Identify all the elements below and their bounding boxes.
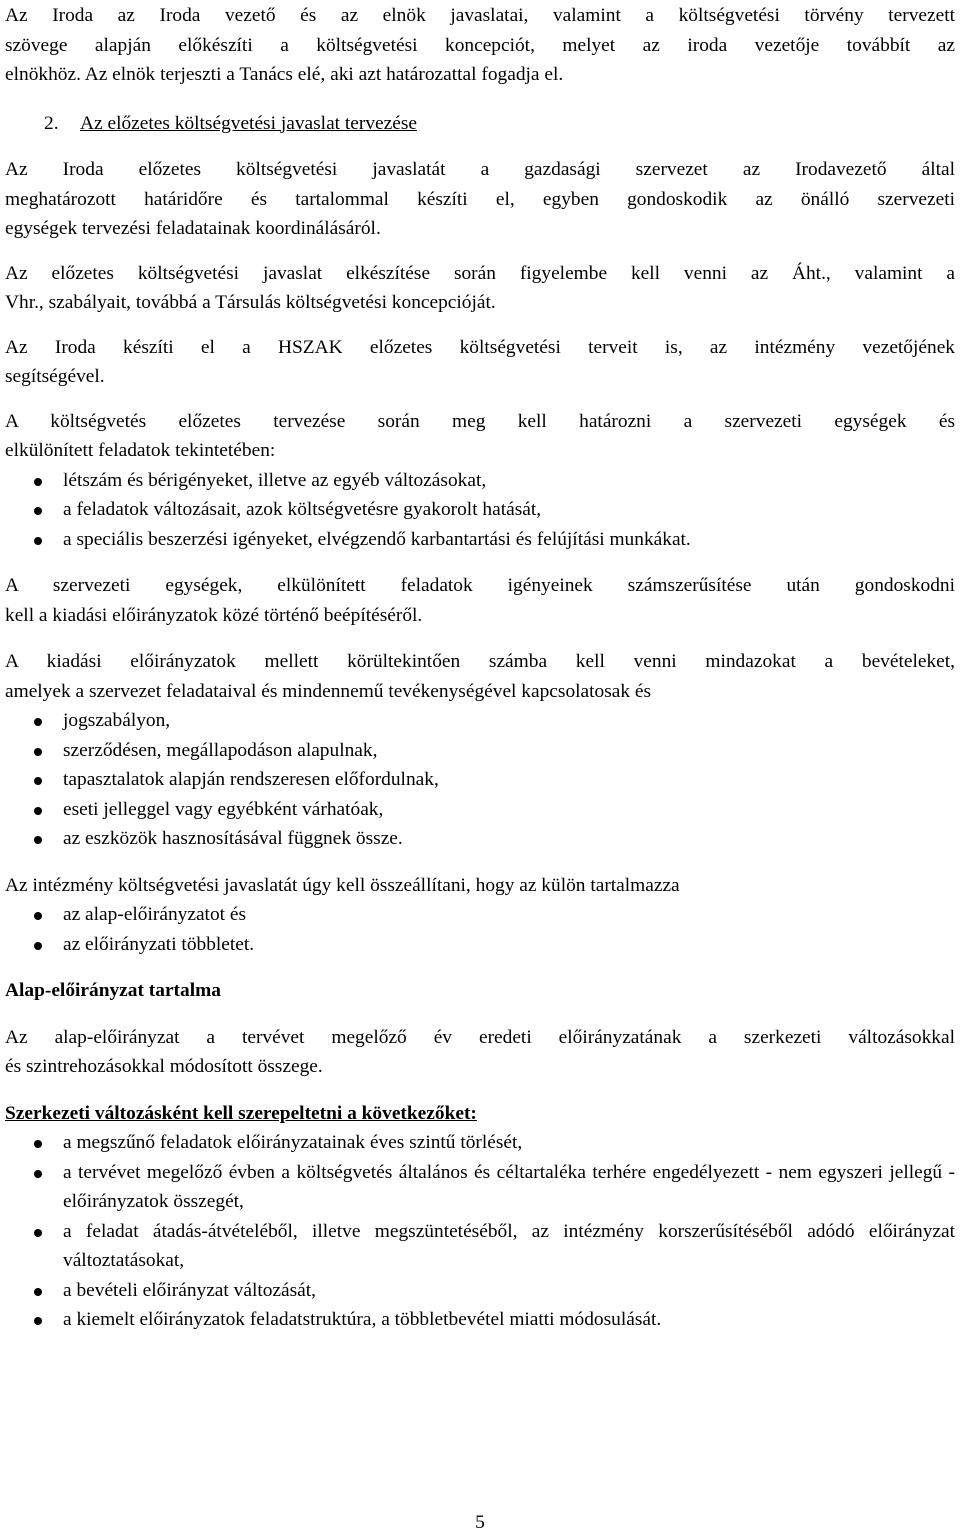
bullet-icon — [34, 1170, 42, 1178]
bullet-list — [5, 466, 955, 555]
text-line: Vhr., szabályait, továbbá a Társulás költségvetési koncepcióját. — [5, 292, 496, 313]
text-line: Az Iroda készíti el a HSZAK előzetes költségvetési terveit is, az intézmény vezetőjének — [5, 336, 955, 358]
bullet-icon — [34, 1140, 42, 1148]
text-line: segítségével. — [5, 366, 105, 387]
paragraph — [5, 1023, 955, 1082]
text-line: kell a kiadási előirányzatok közé történő beépítéséről. — [5, 604, 423, 626]
text-line: egységek tervezési feladatainak koordinálásáról. — [5, 218, 381, 239]
text-line: A kiadási előirányzatok mellett körültekintően számba kell venni mindazokat a bevételeket, — [5, 651, 955, 672]
text-line: A szervezeti egységek, elkülönített feladatok igényeinek számszerűsítése után gondoskodni — [5, 575, 955, 596]
bullet-icon — [34, 718, 42, 726]
bullet-icon — [34, 1317, 42, 1325]
bullet-icon — [34, 1229, 42, 1237]
text-line: Az előzetes költségvetési javaslat elkészítése során figyelembe kell venni az Áht., valamint a — [5, 262, 955, 284]
text-line: Az Iroda az Iroda vezető és az elnök javaslatai, valamint a költségvetési törvény tervezett — [5, 5, 955, 26]
paragraph — [5, 571, 955, 630]
paragraph — [5, 333, 955, 392]
text-line: szövege alapján előkészíti a költségvetési koncepciót, melyet az iroda vezetője továbbít az — [5, 34, 955, 56]
text-line: és szintrehozásokkal módosított összege. — [5, 1056, 323, 1077]
section-number: 2. — [44, 112, 59, 134]
bullet-list — [5, 1128, 955, 1335]
text-line: elnökhöz. Az elnök terjeszti a Tanács elé, aki azt határozattal fogadja el. — [5, 64, 564, 85]
page-number: 5 — [475, 1512, 485, 1533]
bullet-icon — [34, 537, 42, 545]
list-item: szerződésen, megállapodáson alapulnak, — [5, 736, 955, 766]
list-item: létszám és bérigényeket, illetve az egyéb változásokat, — [5, 466, 955, 496]
list-item: az előirányzati többletet. — [5, 930, 955, 960]
text-line: Az alap-előirányzat a tervévet megelőző év eredeti előirányzatának a szerkezeti változásokkal — [5, 1026, 955, 1048]
document-page — [5, 0, 955, 1335]
bullet-icon — [34, 942, 42, 950]
bullet-icon — [34, 478, 42, 486]
paragraph — [5, 259, 955, 318]
text-line: Az intézmény költségvetési javaslatát úgy kell összeállítani, hogy az külön tartalmazza — [5, 874, 680, 896]
list-item: a kiemelt előirányzatok feladatstruktúra, a többletbevétel miatti módosulását. — [5, 1305, 955, 1335]
list-item: jogszabályon, — [5, 706, 955, 736]
section-heading — [5, 109, 955, 139]
text-line: A költségvetés előzetes tervezése során meg kell határozni a szervezeti egységek és — [5, 410, 955, 432]
bullet-icon — [34, 836, 42, 844]
paragraph — [5, 407, 955, 466]
bullet-icon — [34, 748, 42, 756]
bullet-icon — [34, 912, 42, 920]
list-item: az alap-előirányzatot és — [5, 900, 955, 930]
bullet-icon — [34, 777, 42, 785]
paragraph — [5, 155, 955, 244]
list-item: az eszközök hasznosításával függnek össze. — [5, 824, 955, 854]
subheading: Alap-előirányzat tartalma — [5, 980, 221, 1001]
text-line: meghatározott határidőre és tartalommal készíti el, egyben gondoskodik az önálló szervezeti — [5, 188, 955, 210]
list-item: a bevételi előirányzat változását, — [5, 1276, 955, 1306]
list-item: tapasztalatok alapján rendszeresen előfordulnak, — [5, 765, 955, 795]
text-line: elkülönített feladatok tekintetében: — [5, 440, 276, 461]
list-item: a feladatok változásait, azok költségvetésre gyakorolt hatását, — [5, 495, 955, 525]
intro-paragraph — [5, 1, 955, 90]
bullet-list — [5, 900, 955, 959]
list-item: a speciális beszerzési igényeket, elvégzendő karbantartási és felújítási munkákat. — [5, 525, 955, 555]
text-line: amelyek a szervezet feladataival és mindennemű tevékenységével kapcsolatosak és — [5, 680, 652, 702]
bullet-list — [5, 706, 955, 854]
list-item: a megszűnő feladatok előirányzatainak éves szintű törlését, — [5, 1128, 955, 1158]
subheading: Szerkezeti változásként kell szerepeltetni a következőket: — [5, 1102, 477, 1124]
paragraph — [5, 647, 955, 706]
section-title: Az előzetes költségvetési javaslat tervezése — [80, 112, 418, 134]
list-item: eseti jelleggel vagy egyébként várhatóak, — [5, 795, 955, 825]
bullet-icon — [34, 507, 42, 515]
list-item: a tervévet megelőző évben a költségvetés általános és céltartaléka terhére engedélyezett - nem egyszeri jellegű - előirányzatok összegét, — [5, 1158, 955, 1217]
bullet-icon — [34, 1288, 42, 1296]
list-item: a feladat átadás-átvételéből, illetve megszüntetéséből, az intézmény korszerűsítéséből adódó előirányzat változtatásokat, — [5, 1217, 955, 1276]
text-line: Az Iroda előzetes költségvetési javaslatát a gazdasági szervezet az Irodavezető által — [5, 159, 955, 180]
paragraph — [5, 871, 955, 901]
bullet-icon — [34, 807, 42, 815]
